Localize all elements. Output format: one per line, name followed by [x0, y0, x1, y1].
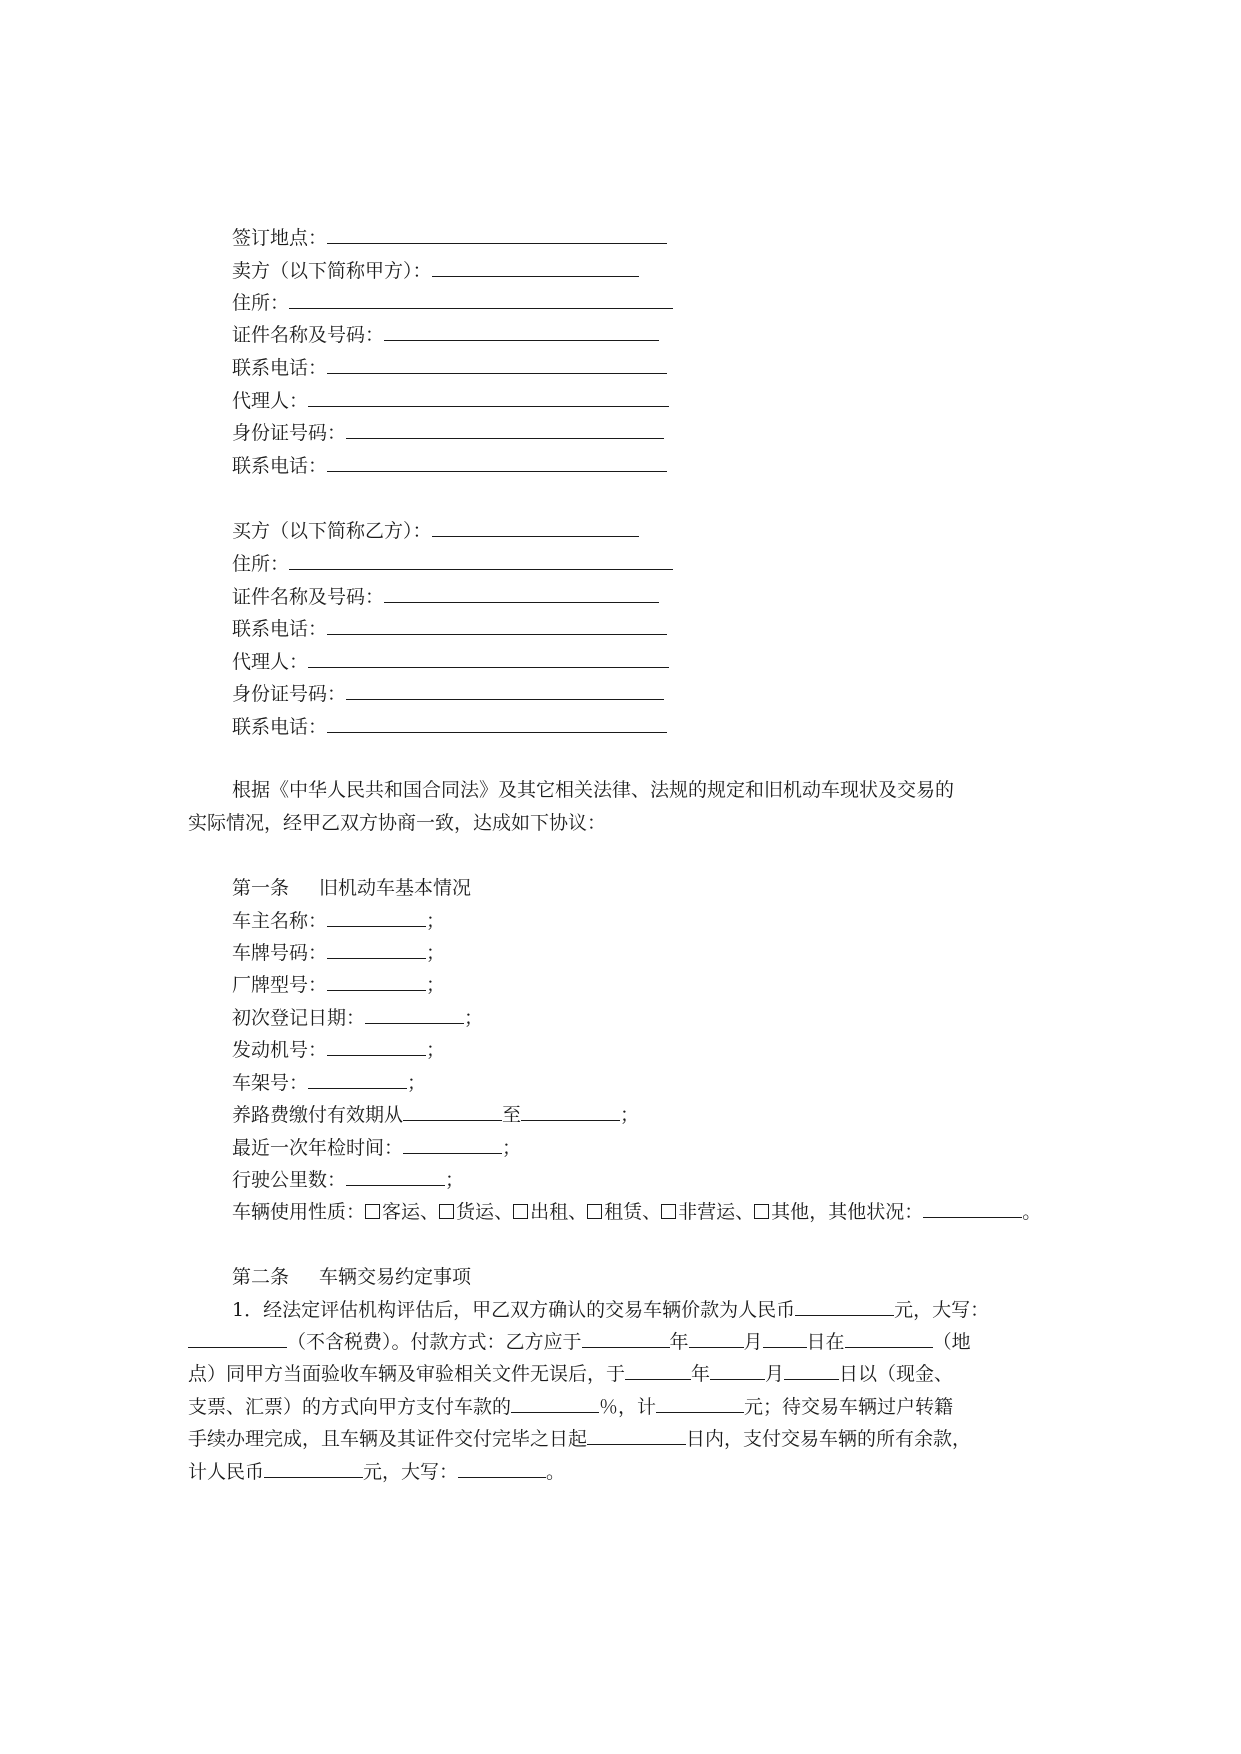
price-capital-label: 元，大写：: [894, 1299, 990, 1321]
owner-label: 车主名称：: [232, 910, 328, 932]
first-reg-semicolon: ；: [464, 1007, 484, 1029]
price-capital-field[interactable]: [188, 1329, 287, 1348]
payment-year-field[interactable]: [582, 1329, 670, 1348]
lease-checkbox[interactable]: [587, 1204, 602, 1219]
balance-rmb-label: 计人民币: [188, 1461, 265, 1483]
frame-label: 车架号：: [232, 1072, 309, 1094]
payment-place-field[interactable]: [845, 1329, 933, 1348]
payment-type-text: 日以（现金、: [839, 1363, 954, 1385]
mileage-row: [232, 1167, 464, 1193]
plate-field[interactable]: [327, 940, 426, 959]
buyer-address-label: 住所：: [232, 553, 290, 575]
seller-agent-label: 代理人：: [232, 390, 309, 412]
road-fee-to-label: 至: [502, 1104, 522, 1126]
buyer-address-field[interactable]: [289, 551, 673, 570]
deposit-text: 支票、汇票）的方式向甲方支付车款的: [188, 1396, 512, 1418]
road-fee-from-field[interactable]: [403, 1102, 502, 1121]
inspection-label: 最近一次年检时间：: [232, 1137, 404, 1159]
seller-agent-phone-row: [232, 453, 667, 479]
frame-row: [232, 1070, 426, 1096]
inspection-row: [232, 1135, 521, 1161]
transfer-text: 元；待交易车辆过户转籍: [744, 1396, 954, 1418]
model-field[interactable]: [327, 972, 426, 991]
sign-place-label: 签订地点：: [232, 227, 328, 249]
seller-agent-phone-field[interactable]: [327, 453, 667, 472]
engine-row: [232, 1037, 445, 1063]
balance-amount-field[interactable]: [264, 1459, 363, 1478]
article1-title: 旧机动车基本情况: [319, 877, 472, 899]
road-fee-semicolon: ；: [620, 1104, 640, 1126]
article2-line-4: [188, 1394, 953, 1420]
payment-day-field[interactable]: [763, 1329, 807, 1348]
preamble-line-2: 实际情况，经甲乙双方协商一致，达成如下协议：: [188, 812, 607, 834]
passenger-checkbox[interactable]: [365, 1204, 380, 1219]
sign-place-field[interactable]: [327, 225, 667, 244]
sign-place-row: [232, 225, 667, 251]
separator: 、: [735, 1201, 755, 1223]
buyer-agent-phone-field[interactable]: [327, 714, 667, 733]
buyer-phone-label: 联系电话：: [232, 618, 328, 640]
buyer-phone-field[interactable]: [327, 616, 667, 635]
article2-number: 第二条: [232, 1266, 290, 1288]
seller-agent-row: [232, 388, 669, 414]
model-label: 厂牌型号：: [232, 974, 328, 996]
other-option-label: 其他: [771, 1201, 810, 1223]
plate-row: [232, 940, 445, 966]
article2-line-5: [188, 1426, 971, 1452]
seller-id-number-row: [232, 420, 664, 446]
deposit-month-field[interactable]: [710, 1361, 765, 1380]
buyer-id-doc-row: [232, 584, 659, 610]
seller-phone-row: [232, 355, 667, 381]
other-condition-label: ，其他状况：: [809, 1201, 924, 1223]
seller-field[interactable]: [432, 258, 639, 277]
buyer-row: [232, 518, 639, 544]
buyer-agent-row: [232, 649, 669, 675]
frame-field[interactable]: [308, 1070, 407, 1089]
plate-semicolon: ；: [426, 942, 446, 964]
road-fee-row: [232, 1102, 639, 1128]
article2-line-3: [188, 1361, 953, 1387]
usage-end: 。: [1022, 1201, 1042, 1223]
buyer-field[interactable]: [432, 518, 639, 537]
taxi-option-label: 出租: [530, 1201, 569, 1223]
preamble-line-1: 根据《中华人民共和国合同法》及其它相关法律、法规的规定和旧机动车现状及交易的: [232, 779, 955, 801]
model-row: [232, 972, 445, 998]
model-semicolon: ；: [426, 974, 446, 996]
separator: 、: [568, 1201, 588, 1223]
non-commercial-option-label: 非营运: [678, 1201, 736, 1223]
first-reg-field[interactable]: [365, 1005, 464, 1024]
article2-title: 车辆交易约定事项: [319, 1266, 472, 1288]
payment-month-field[interactable]: [689, 1329, 744, 1348]
article2-line-2: [188, 1329, 971, 1355]
seller-id-doc-row: [232, 322, 659, 348]
buyer-id-doc-field[interactable]: [384, 584, 659, 603]
inspection-text: 点）同甲方当面验收车辆及审验相关文件无误后，于: [188, 1363, 626, 1385]
balance-end: 。: [546, 1461, 566, 1483]
seller-id-number-field[interactable]: [346, 420, 664, 439]
article1-number: 第一条: [232, 877, 290, 899]
inspection-semicolon: ；: [502, 1137, 522, 1159]
article2-line-1: [232, 1297, 989, 1323]
deposit-day-field[interactable]: [784, 1361, 839, 1380]
month-label: 月: [743, 1331, 763, 1353]
road-fee-label: 养路费缴付有效期从: [232, 1104, 404, 1126]
passenger-option-label: 客运: [382, 1201, 421, 1223]
balance-days-field[interactable]: [587, 1426, 686, 1445]
seller-address-label: 住所：: [232, 292, 290, 314]
seller-address-field[interactable]: [289, 290, 673, 309]
owner-semicolon: ；: [426, 910, 446, 932]
other-checkbox[interactable]: [754, 1204, 769, 1219]
engine-field[interactable]: [327, 1037, 426, 1056]
month-label: 月: [765, 1363, 785, 1385]
road-fee-to-field[interactable]: [521, 1102, 620, 1121]
price-text: 1．经法定评估机构评估后，甲乙双方确认的交易车辆价款为人民币: [232, 1299, 796, 1321]
separator: 、: [420, 1201, 440, 1223]
first-reg-row: [232, 1005, 483, 1031]
seller-phone-field[interactable]: [327, 355, 667, 374]
article2-line-6: [188, 1459, 565, 1485]
seller-id-number-label: 身份证号码：: [232, 422, 347, 444]
percent-label: ％，计: [599, 1396, 657, 1418]
freight-checkbox[interactable]: [439, 1204, 454, 1219]
first-reg-label: 初次登记日期：: [232, 1007, 366, 1029]
seller-agent-phone-label: 联系电话：: [232, 455, 328, 477]
seller-address-row: [232, 290, 673, 316]
owner-field[interactable]: [327, 908, 426, 927]
usage-label: 车辆使用性质：: [232, 1201, 366, 1223]
year-label: 年: [691, 1363, 711, 1385]
deposit-percent-field[interactable]: [511, 1394, 599, 1413]
buyer-agent-field[interactable]: [308, 649, 669, 668]
deposit-year-field[interactable]: [625, 1361, 691, 1380]
buyer-id-number-field[interactable]: [346, 681, 664, 700]
plate-label: 车牌号码：: [232, 942, 328, 964]
mileage-semicolon: ；: [445, 1169, 465, 1191]
buyer-agent-label: 代理人：: [232, 651, 309, 673]
article1-heading: [232, 875, 471, 901]
inspection-field[interactable]: [403, 1135, 502, 1154]
buyer-id-doc-label: 证件名称及号码：: [232, 586, 385, 608]
taxi-checkbox[interactable]: [513, 1204, 528, 1219]
separator: 、: [642, 1201, 662, 1223]
place-label: （地: [932, 1331, 971, 1353]
non-commercial-checkbox[interactable]: [661, 1204, 676, 1219]
seller-phone-label: 联系电话：: [232, 357, 328, 379]
buyer-agent-phone-label: 联系电话：: [232, 716, 328, 738]
balance-text: 日内，支付交易车辆的所有余款，: [686, 1428, 972, 1450]
price-field[interactable]: [795, 1297, 894, 1316]
completion-text: 手续办理完成，且车辆及其证件交付完毕之日起: [188, 1428, 588, 1450]
balance-capital-label: 元，大写：: [363, 1461, 459, 1483]
buyer-id-number-row: [232, 681, 664, 707]
frame-semicolon: ；: [407, 1072, 427, 1094]
seller-label: 卖方（以下简称甲方）：: [232, 260, 432, 282]
freight-option-label: 货运: [456, 1201, 495, 1223]
buyer-label: 买方（以下简称乙方）：: [232, 520, 432, 542]
article2-heading: [232, 1264, 471, 1290]
buyer-address-row: [232, 551, 673, 577]
lease-option-label: 租赁: [604, 1201, 643, 1223]
buyer-agent-phone-row: [232, 714, 667, 740]
usage-row: [232, 1199, 1041, 1225]
deposit-amount-field[interactable]: [656, 1394, 744, 1413]
buyer-phone-row: [232, 616, 667, 642]
year-label: 年: [669, 1331, 689, 1353]
balance-capital-field[interactable]: [458, 1459, 546, 1478]
engine-semicolon: ；: [426, 1039, 446, 1061]
other-condition-field[interactable]: [923, 1199, 1022, 1218]
day-at-label: 日在: [806, 1331, 845, 1353]
payment-method-text: （不含税费）。付款方式：乙方应于: [287, 1331, 582, 1353]
seller-row: [232, 258, 639, 284]
buyer-id-number-label: 身份证号码：: [232, 683, 347, 705]
mileage-field[interactable]: [346, 1167, 445, 1186]
seller-agent-field[interactable]: [308, 388, 669, 407]
separator: 、: [494, 1201, 514, 1223]
engine-label: 发动机号：: [232, 1039, 328, 1061]
mileage-label: 行驶公里数：: [232, 1169, 347, 1191]
owner-row: [232, 908, 445, 934]
seller-id-doc-label: 证件名称及号码：: [232, 324, 385, 346]
seller-id-doc-field[interactable]: [384, 322, 659, 341]
